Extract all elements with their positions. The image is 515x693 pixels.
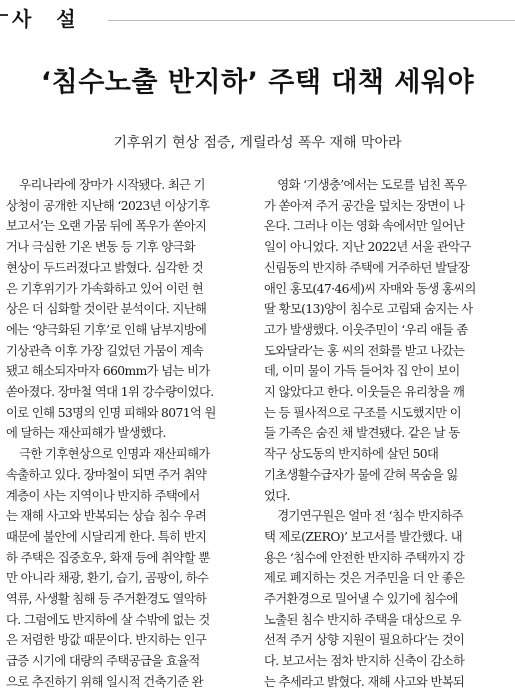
- text-line: 다. 보고서는 점차 반지하 신축이 감소하: [264, 654, 465, 669]
- editorial-subheadline: 기후위기 현상 점증, 게릴라성 폭우 재해 막아라: [113, 135, 402, 151]
- section-label: [0, 0, 140, 30]
- text-line: 계층이 사는 지역이나 반지하 주택에서: [6, 488, 200, 503]
- text-line: 용은 ‘침수에 안전한 반지하 주택까지 강: [264, 550, 465, 565]
- section-divider: [108, 20, 515, 21]
- text-line: 주거환경으로 밀어낼 수 있기에 침수에: [264, 592, 458, 607]
- text-line: 우리나라에 장마가 시작됐다. 최근 기: [6, 178, 205, 192]
- text-line: 으로 추진하기 위해 일시적 건축기준 완: [6, 674, 204, 689]
- text-line: 가 쏟아져 주거 공간을 덮치는 장면이 나: [264, 198, 465, 213]
- text-line: 애인 홍모(47·46세)씨 자매와 동생 홍씨의: [264, 281, 476, 296]
- text-line: 기초생활수급자가 물에 갇혀 목숨을 잃: [264, 467, 458, 482]
- text-line: 는 재해 사고와 반복되는 상습 침수 우려: [6, 509, 207, 524]
- text-line: 고가 발생했다. 이웃주민이 ‘우리 애들 좀: [264, 322, 468, 337]
- text-line: 기상관측 이후 가장 길었던 가뭄이 계속: [6, 343, 204, 358]
- text-line: 온다. 그러나 이는 영화 속에서만 일어난: [264, 219, 465, 234]
- text-line: 작구 상도동의 반지하에 살던 50대: [264, 447, 439, 462]
- text-line: 에는 ‘양극화된 기후’로 인해 남부지방에: [6, 322, 207, 337]
- text-line: 는 추세라고 밝혔다. 재해 사고와 반복되: [264, 674, 465, 689]
- text-line: 택 제로(ZERO)’ 보고서를 발간했다. 내: [264, 529, 463, 544]
- text-line: 데, 이미 물이 가득 들어차 집 안이 보이: [264, 364, 460, 379]
- text-line: 었다.: [264, 488, 290, 503]
- text-line: 쏟아졌다. 장마철 역대 1위 강수량이었다.: [6, 385, 214, 400]
- text-line: 신림동의 반지하 주택에 거주하던 발달장: [264, 260, 469, 275]
- text-line: 경기연구원은 얼마 전 ‘침수 반지하주: [264, 509, 463, 524]
- text-line: 극한 기후현상으로 인명과 재산피해가: [6, 447, 210, 462]
- editorial-headline: ‘침수노출 반지하’ 주택 대책 세워야: [40, 67, 475, 98]
- text-line: 다. 그럼에도 반지하에 살 수밖에 없는 것: [6, 612, 210, 627]
- text-line: 선적 주거 상향 지원이 필요하다’는 것이: [264, 633, 465, 648]
- text-line: 일이 아니었다. 지난 2022년 서울 관악구: [264, 240, 471, 255]
- text-line: 상은 더 심화할 것이란 분석이다. 지난해: [6, 302, 207, 317]
- text-line: 영화 ‘기생충’에서는 도로를 넘친 폭우: [264, 178, 467, 192]
- text-line: 들 가족은 숨진 채 발견됐다. 같은 날 동: [264, 426, 460, 441]
- left-column: [6, 175, 252, 693]
- text-line: 역류, 사생활 침해 등 주거환경도 열악하: [6, 592, 207, 607]
- text-line: 노출된 침수 반지하 주택을 대상으로 우: [264, 612, 462, 627]
- text-line: 지 않았다고 한다. 이웃들은 유리창을 깨: [264, 385, 465, 400]
- text-line: 급증 시기에 대량의 주택공급을 효율적: [6, 654, 200, 669]
- text-line: 은 저렴한 방값 때문이다. 반지하는 인구: [6, 633, 207, 648]
- text-line: 현상이 두드러졌다고 밝혔다. 심각한 것: [6, 260, 204, 275]
- text-line: 만 아니라 채광, 환기, 습기, 곰팡이, 하수: [6, 571, 209, 586]
- text-line: 은 기후위기가 가속화하고 있어 이런 현: [6, 281, 204, 296]
- text-line: 속출하고 있다. 장마철이 되면 주거 취약: [6, 467, 207, 482]
- right-column: [264, 175, 510, 693]
- text-line: 딸 황모(13)양이 침수로 고립돼 숨지는 사: [264, 302, 473, 317]
- section-label-text: 사 설: [12, 7, 85, 31]
- text-line: 제로 폐지하는 것은 거주민을 더 안 좋은: [264, 571, 465, 586]
- text-line: 는 등 필사적으로 구조를 시도했지만 이: [264, 405, 462, 420]
- text-line: 도와달라’는 홍 씨의 전화를 받고 나갔는: [264, 343, 465, 358]
- section-label-bar: [0, 14, 8, 16]
- text-line: 에 달하는 재산피해가 발생했다.: [6, 426, 166, 441]
- text-line: 됐고 해소되자마자 660mm가 넘는 비가: [6, 364, 210, 379]
- text-line: 거나 극심한 기온 변동 등 기후 양극화: [6, 240, 196, 255]
- text-line: 하 주택은 집중호우, 화재 등에 취약할 뿐: [6, 550, 210, 565]
- text-line: 때문에 불안에 시달리게 한다. 특히 반지: [6, 529, 207, 544]
- text-line: 보고서’는 오랜 가뭄 뒤에 폭우가 쏟아지: [6, 219, 207, 234]
- text-line: 상청이 공개한 지난해 ‘2023년 이상기후: [6, 198, 210, 213]
- text-line: 이로 인해 53명의 인명 피해와 8071억 원: [6, 405, 216, 420]
